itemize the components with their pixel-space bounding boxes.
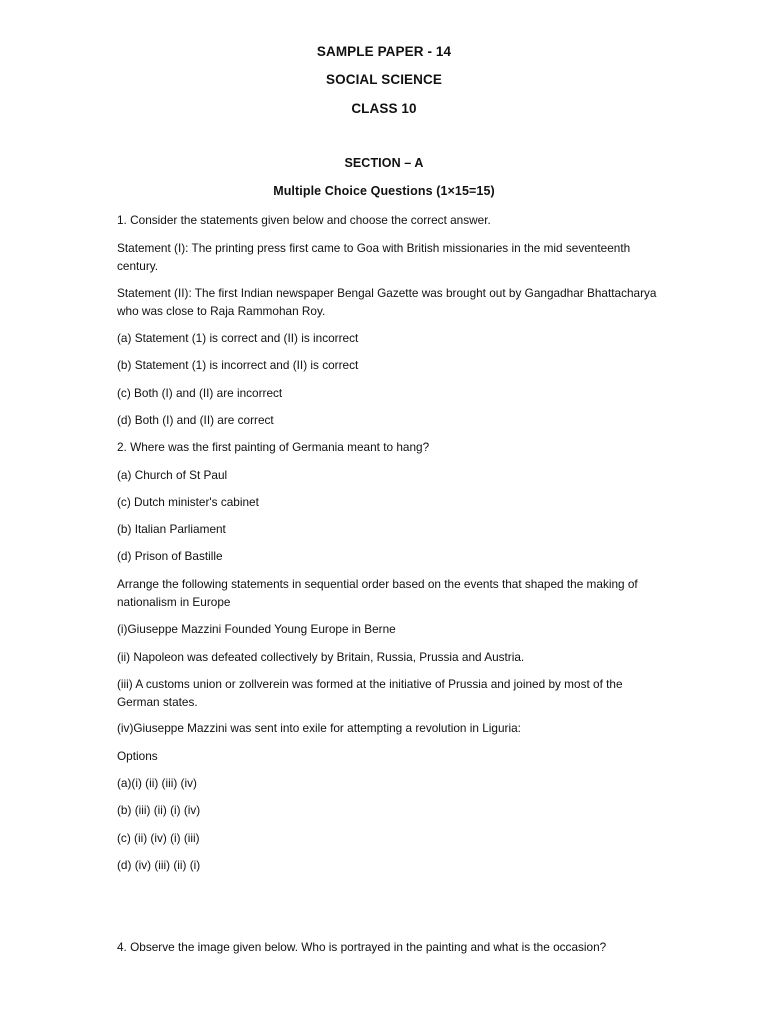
question-3-statement-iv: (iv)Giuseppe Mazzini was sent into exile for attempting a revolution in Liguria: [117,721,521,735]
question-3-option-c: (c) (ii) (iv) (i) (iii) [117,831,200,845]
question-1-option-c: (c) Both (I) and (II) are incorrect [117,386,283,400]
question-2-option-1: (a) Church of St Paul [117,468,228,482]
question-3-options-label: Options [117,749,158,763]
question-1-statement-2: Statement (II): The first Indian newspaper Bengal Gazette was brought out by Gangadhar Bhattacharya who was close to Raja Rammohan Roy. [117,286,657,318]
paper-title: SAMPLE PAPER - 14 [316,44,452,59]
question-3-statement-iii: (iii) A customs union or zollverein was formed at the initiative of Prussia and joined by most of the German states. [117,677,623,709]
question-2-option-2: (c) Dutch minister's cabinet [117,495,259,509]
question-1-option-a: (a) Statement (1) is correct and (II) is incorrect [117,331,359,345]
question-3-option-d: (d) (iv) (iii) (ii) (i) [117,858,201,872]
question-2-stem: 2. Where was the first painting of Germania meant to hang? [117,440,430,454]
question-3-option-b: (b) (iii) (ii) (i) (iv) [117,803,201,817]
section-title: SECTION – A [344,156,424,170]
question-2-option-3: (b) Italian Parliament [117,522,226,536]
question-3-option-a: (a)(i) (ii) (iii) (iv) [117,776,197,790]
question-3-statement-i: (i)Giuseppe Mazzini Founded Young Europe in Berne [117,622,396,636]
question-1-option-d: (d) Both (I) and (II) are correct [117,413,274,427]
question-1-statement-1: Statement (I): The printing press first came to Goa with British missionaries in the mid seventeenth century. [117,241,631,273]
question-2-option-4: (d) Prison of Bastille [117,549,223,563]
question-1-option-b: (b) Statement (1) is incorrect and (II) is correct [117,358,359,372]
question-1-stem: 1. Consider the statements given below and choose the correct answer. [117,213,491,227]
section-subtitle: Multiple Choice Questions (1×15=15) [273,184,495,198]
question-3-stem: Arrange the following statements in sequential order based on the events that shaped the making of nationalism in Europe [117,577,638,609]
question-3-statement-ii: (ii) Napoleon was defeated collectively by Britain, Russia, Prussia and Austria. [117,650,525,664]
subject-title: SOCIAL SCIENCE [326,72,442,87]
class-title: CLASS 10 [351,101,417,116]
question-4-stem: 4. Observe the image given below. Who is portrayed in the painting and what is the occasion? [117,940,607,954]
